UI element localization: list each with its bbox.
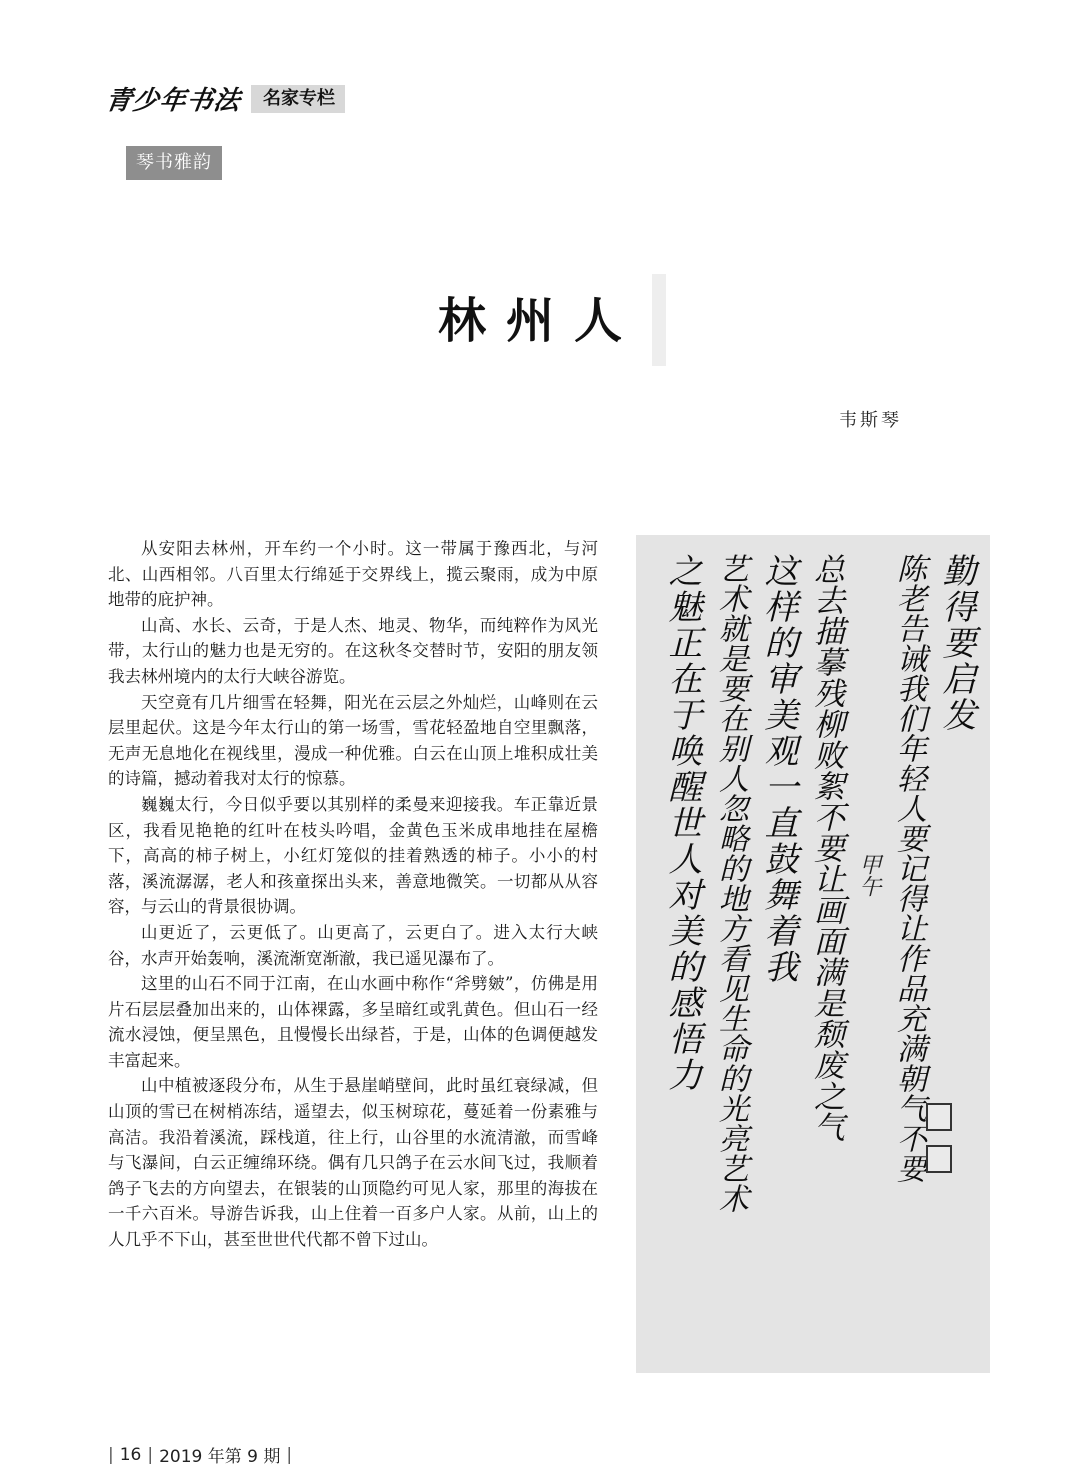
article-body: [108, 536, 598, 1253]
calligraphy-column: 这样的审美观一直鼓舞着我: [758, 553, 798, 985]
paragraph: 天空竟有几片细雪在轻舞，阳光在云层之外灿烂，山峰则在云层里起伏。这是今年太行山的第一场雪，雪花轻盈地自空里飘落，无声无息地化在视线里，漫成一种优雅。白云在山顶上堆积成壮美的诗篇，撼动着我对太行的惊慕。: [108, 692, 598, 789]
magazine-logo: 青少年书法: [103, 86, 243, 116]
paragraph: 从安阳去林州，开车约一个小时。这一带属于豫西北，与河北、山西相邻。八百里太行绵延于交界线上，揽云聚雨，成为中原地带的庇护神。: [108, 539, 598, 610]
article-author: 韦斯琴: [839, 410, 902, 431]
paragraph: 这里的山石不同于江南，在山水画中称作“斧劈皴”，仿佛是用片石层层叠加出来的，山体裸露，多呈暗红或乳黄色。但山石一经流水浸蚀，便呈黑色，且慢慢长出绿苔，于是，山体的色调便越发丰富起来。: [108, 974, 598, 1070]
seal-stamp: [926, 1103, 952, 1131]
paragraph: 山高、水长、云奇，于是人杰、地灵、物华，而纯粹作为风光带，太行山的魅力也是无穷的。在这秋冬交替时节，安阳的朋友领我去林州境内的太行大峡谷游览。: [108, 615, 598, 686]
calligraphy-artwork: [636, 535, 990, 1373]
issue-label: 2019 年第 9 期: [159, 1447, 281, 1467]
divider: |: [147, 1444, 154, 1465]
section-tag: 琴书雅韵: [126, 146, 222, 180]
masthead: [103, 80, 345, 117]
calligraphy-column: 总去描摹残柳败絮不要让画面满是颓废之气: [808, 553, 844, 1142]
calligraphy-column: 之魅正在于唤醒世人对美的感悟力: [662, 553, 702, 1093]
calligraphy-column: 陈老告诫我们年轻人要记得让作品充满朝气不要: [891, 553, 926, 1183]
page-number: 16: [119, 1444, 142, 1465]
calligraphy-signature: 甲午: [856, 853, 881, 897]
paragraph: 山更近了，云更低了。山更高了，云更白了。进入太行大峡谷，水声开始轰响，溪流渐宽渐澈，我已遥见瀑布了。: [108, 922, 598, 968]
paragraph: 山中植被逐段分布，从生于悬崖峭壁间，此时虽红衰绿减，但山顶的雪已在树梢冻结，遥望去，似玉树琼花，蔓延着一份素雅与高洁。我沿着溪流，踩栈道，往上行，山谷里的水流清澈，而雪峰与飞瀑间，白云正缠绵环绕。偶有几只鸽子在云水间飞过，我顺着鸽子飞去的方向望去，在银装的山顶隐约可见人家，那里的海拔在一千六百米。导游告诉我，山上住着一百多户人家。从前，山上的人几乎不下山，甚至世世代代都不曾下过山。: [108, 1076, 598, 1250]
calligraphy-column: 勤得要启发: [936, 553, 976, 733]
divider: |: [286, 1444, 293, 1465]
paragraph: 巍巍太行，今日似乎要以其别样的柔曼来迎接我。车正靠近景区，我看见艳艳的红叶在枝头吟唱，金黄色玉米成串地挂在屋檐下，高高的柿子树上，小红灯笼似的挂着熟透的柿子。小小的村落，溪流潺潺，老人和孩童探出头来，善意地微笑。一切都从从容容，与云山的背景很协调。: [108, 794, 598, 917]
article-title: 林州人: [437, 293, 642, 349]
divider: |: [108, 1444, 114, 1465]
page-footer: [108, 1442, 292, 1467]
seal-stamp: [926, 1145, 952, 1173]
calligraphy-column: 艺术就是要在别人忽略的地方看见生命的光亮艺术: [713, 553, 748, 1213]
column-tag: 名家专栏: [251, 85, 345, 113]
